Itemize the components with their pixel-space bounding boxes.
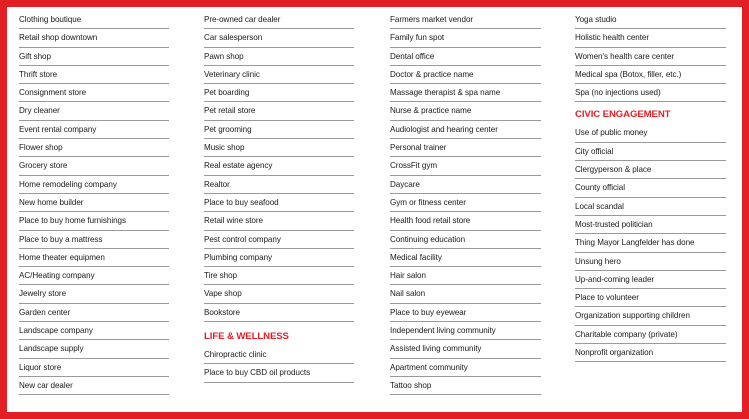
category-label: Spa (no injections used): [575, 88, 661, 98]
category-label: Place to buy a mattress: [19, 234, 103, 244]
category-label: Flower shop: [19, 143, 63, 153]
category-label: Place to volunteer: [575, 293, 639, 303]
ballot-category-line[interactable]: [19, 304, 169, 322]
category-label: Audiologist and hearing center: [390, 124, 498, 134]
ballot-category-line[interactable]: [19, 194, 169, 212]
category-label: Landscape supply: [19, 344, 84, 354]
ballot-category-line[interactable]: [19, 212, 169, 230]
ballot-category-line[interactable]: [390, 359, 541, 377]
category-label: Pet retail store: [204, 106, 256, 116]
section-heading-civic-engagement: CIVIC ENGAGEMENT: [575, 109, 671, 121]
ballot-category-line[interactable]: [575, 124, 726, 142]
category-label: Pest control company: [204, 234, 281, 244]
category-label: Thing Mayor Langfelder has done: [575, 238, 695, 248]
ballot-category-line[interactable]: [204, 249, 354, 267]
ballot-category-line[interactable]: [204, 29, 354, 47]
category-label: City official: [575, 146, 614, 156]
category-label: Yoga studio: [575, 15, 617, 24]
ballot-category-line[interactable]: [19, 102, 169, 120]
ballot-category-line[interactable]: [19, 249, 169, 267]
category-label: Chiropractic clinic: [204, 350, 267, 360]
ballot-category-line[interactable]: [204, 212, 354, 230]
category-label: Consignment store: [19, 88, 87, 98]
ballot-category-line[interactable]: [575, 307, 726, 325]
category-label: Most-trusted politician: [575, 219, 653, 229]
ballot-category-line[interactable]: [575, 11, 726, 29]
ballot-category-line[interactable]: [575, 179, 726, 197]
category-label: Charitable company (private): [575, 329, 678, 339]
category-label: Place to buy eyewear: [390, 307, 467, 317]
category-label: Tire shop: [204, 271, 237, 281]
category-label: Medical spa (Botox, filler, etc.): [575, 69, 682, 79]
ballot-category-line[interactable]: [390, 139, 541, 157]
ballot-category-line[interactable]: [575, 344, 726, 362]
ballot-category-line[interactable]: [390, 249, 541, 267]
ballot-category-line[interactable]: [575, 48, 726, 66]
category-label: Unsung hero: [575, 256, 621, 266]
ballot-category-line[interactable]: [390, 11, 541, 29]
category-label: Continuing education: [390, 234, 466, 244]
ballot-category-line[interactable]: [204, 231, 354, 249]
category-label: Veterinary clinic: [204, 69, 260, 79]
category-label: Event rental company: [19, 124, 97, 134]
category-label: Pet boarding: [204, 88, 250, 98]
ballot-category-line[interactable]: [390, 285, 541, 303]
ballot-category-line[interactable]: [19, 29, 169, 47]
category-label: Assisted living community: [390, 344, 482, 354]
category-label: Nonprofit organization: [575, 348, 654, 358]
category-label: Use of public money: [575, 128, 648, 138]
ballot-category-line[interactable]: [19, 48, 169, 66]
category-label: County official: [575, 183, 625, 193]
ballot-category-line[interactable]: [390, 267, 541, 285]
ballot-category-line[interactable]: [204, 194, 354, 212]
category-label: Apartment community: [390, 362, 468, 372]
category-label: Home remodeling company: [19, 179, 117, 189]
category-label: Thrift store: [19, 69, 58, 79]
ballot-category-line[interactable]: [390, 102, 541, 120]
ballot-category-line[interactable]: [390, 157, 541, 175]
category-label: Medical facility: [390, 252, 442, 262]
category-label: Plumbing company: [204, 252, 273, 262]
category-label: Up-and-coming leader: [575, 274, 655, 284]
category-label: Family fun spot: [390, 33, 445, 43]
ballot-category-line[interactable]: [390, 322, 541, 340]
category-label: Music shop: [204, 143, 245, 153]
category-label: Clothing boutique: [19, 15, 82, 24]
ballot-category-line[interactable]: [575, 29, 726, 47]
ballot-category-line[interactable]: [204, 346, 354, 364]
ballot-category-line[interactable]: [204, 121, 354, 139]
ballot-category-line[interactable]: [19, 66, 169, 84]
category-label: Daycare: [390, 179, 420, 189]
category-label: Doctor & practice name: [390, 69, 474, 79]
ballot-category-line[interactable]: [204, 267, 354, 285]
category-label: Nail salon: [390, 289, 426, 299]
ballot-category-line[interactable]: [575, 234, 726, 252]
category-label: Dry cleaner: [19, 106, 60, 116]
ballot-category-line[interactable]: [204, 48, 354, 66]
ballot-category-line[interactable]: [19, 377, 169, 395]
ballot-category-line[interactable]: [19, 84, 169, 102]
ballot-category-line[interactable]: [575, 143, 726, 161]
category-label: Car salesperson: [204, 33, 263, 43]
ballot-category-line[interactable]: [19, 231, 169, 249]
ballot-category-line[interactable]: [204, 11, 354, 29]
ballot-category-line[interactable]: [204, 102, 354, 120]
category-label: New car dealer: [19, 380, 73, 390]
section-heading-life-wellness: LIFE & WELLNESS: [204, 331, 289, 343]
category-label: Liquor store: [19, 362, 62, 372]
ballot-category-line[interactable]: [19, 176, 169, 194]
ballot-category-line[interactable]: [19, 157, 169, 175]
category-label: Pet grooming: [204, 124, 252, 134]
column-4: [575, 11, 726, 362]
category-label: Local scandal: [575, 201, 624, 211]
ballot-category-line[interactable]: [390, 84, 541, 102]
category-label: Vape shop: [204, 289, 242, 299]
ballot-category-line[interactable]: [204, 304, 354, 322]
ballot-category-line[interactable]: [575, 253, 726, 271]
ballot-category-line[interactable]: [575, 289, 726, 307]
ballot-category-line[interactable]: [204, 364, 354, 382]
ballot-category-line[interactable]: [575, 326, 726, 344]
category-label: Nurse & practice name: [390, 106, 472, 116]
category-label: Independent living community: [390, 326, 496, 336]
category-label: Women's health care center: [575, 51, 675, 61]
category-label: Real estate agency: [204, 161, 273, 171]
ballot-category-line[interactable]: [390, 29, 541, 47]
category-label: Jewelry store: [19, 289, 67, 299]
category-label: AC/Heating company: [19, 271, 95, 281]
ballot-category-line[interactable]: [390, 48, 541, 66]
category-label: Garden center: [19, 307, 71, 317]
category-label: Organization supporting children: [575, 311, 690, 321]
ballot-category-line[interactable]: [204, 66, 354, 84]
ballot-category-line[interactable]: [575, 84, 726, 102]
ballot-category-line[interactable]: [390, 212, 541, 230]
category-label: Clergyperson & place: [575, 165, 652, 175]
ballot-category-line[interactable]: [19, 121, 169, 139]
category-label: Bookstore: [204, 307, 240, 317]
ballot-category-line[interactable]: [575, 66, 726, 84]
ballot-category-line[interactable]: [204, 176, 354, 194]
ballot-category-line[interactable]: [204, 139, 354, 157]
category-label: Holistic health center: [575, 33, 650, 43]
category-label: Landscape company: [19, 326, 93, 336]
category-label: Pre-owned car dealer: [204, 15, 281, 24]
column-1: [19, 11, 169, 395]
category-label: Tattoo shop: [390, 380, 432, 390]
ballot-category-line[interactable]: [390, 231, 541, 249]
category-label: Health food retail store: [390, 216, 471, 226]
category-label: Realtor: [204, 179, 230, 189]
category-label: Hair salon: [390, 271, 426, 281]
category-label: Personal trainer: [390, 143, 447, 153]
ballot-category-line[interactable]: [390, 66, 541, 84]
category-label: Gym or fitness center: [390, 197, 466, 207]
category-label: Place to buy CBD oil products: [204, 368, 311, 378]
ballot-category-line[interactable]: [390, 194, 541, 212]
ballot-category-line[interactable]: [19, 340, 169, 358]
category-label: CrossFit gym: [390, 161, 438, 171]
category-label: Pawn shop: [204, 51, 244, 61]
ballot-category-line[interactable]: [19, 359, 169, 377]
category-label: New home builder: [19, 197, 84, 207]
category-label: Place to buy home furnishings: [19, 216, 126, 226]
ballot-category-line[interactable]: [390, 340, 541, 358]
category-label: Retail wine store: [204, 216, 263, 226]
ballot-category-line[interactable]: [575, 198, 726, 216]
category-label: Farmers market vendor: [390, 15, 474, 24]
ballot-category-line[interactable]: [204, 157, 354, 175]
ballot-category-line[interactable]: [575, 216, 726, 234]
ballot-category-line[interactable]: [19, 285, 169, 303]
category-label: Grocery store: [19, 161, 68, 171]
ballot-category-line[interactable]: [204, 285, 354, 303]
ballot-category-line[interactable]: [390, 304, 541, 322]
category-label: Home theater equipmen: [19, 252, 105, 262]
ballot-category-line[interactable]: [575, 161, 726, 179]
ballot-category-line[interactable]: [19, 322, 169, 340]
ballot-category-line[interactable]: [19, 267, 169, 285]
ballot-category-line[interactable]: [19, 11, 169, 29]
ballot-category-line[interactable]: [19, 139, 169, 157]
ballot-category-line[interactable]: [204, 84, 354, 102]
category-label: Massage therapist & spa name: [390, 88, 501, 98]
ballot-category-line[interactable]: [390, 176, 541, 194]
category-label: Retail shop downtown: [19, 33, 98, 43]
category-label: Gift shop: [19, 51, 51, 61]
category-label: Place to buy seafood: [204, 197, 279, 207]
category-label: Dental office: [390, 51, 435, 61]
column-3: [390, 11, 541, 395]
ballot-category-line[interactable]: [575, 271, 726, 289]
ballot-category-line[interactable]: [390, 121, 541, 139]
column-2: [204, 11, 354, 383]
ballot-category-line[interactable]: [390, 377, 541, 395]
